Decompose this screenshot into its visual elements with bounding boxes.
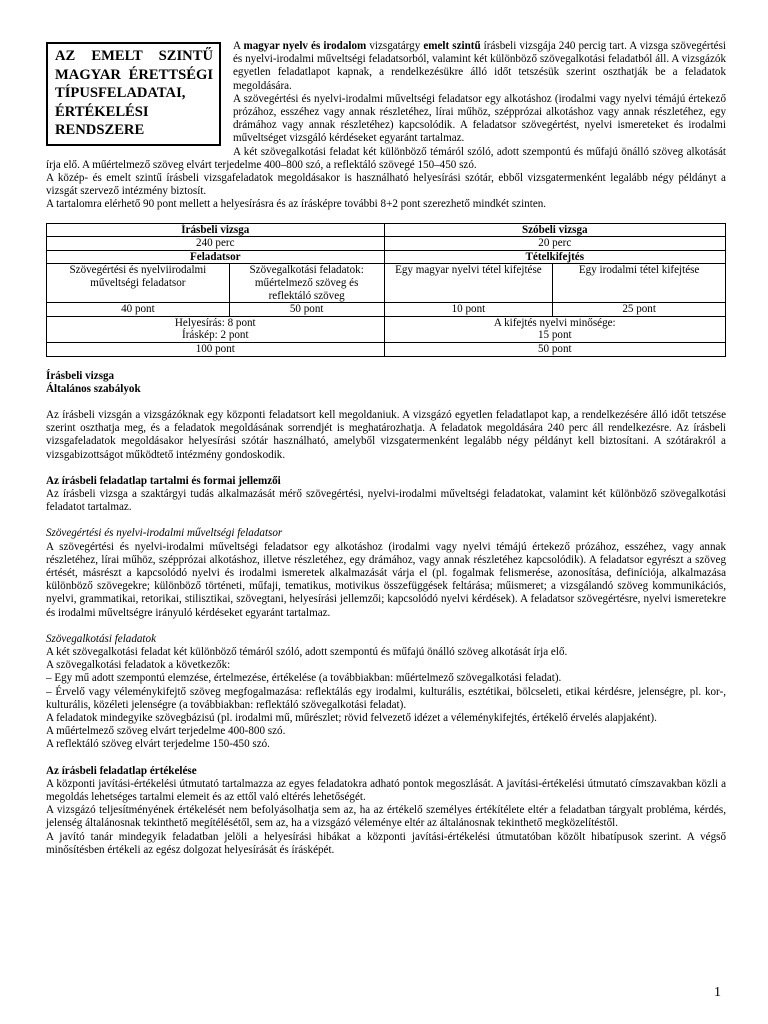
paragraph: A feladatok mindegyike szövegbázisú (pl. irodalmi mű, műrészlet; rövid felvezető idézet a véleménykifejtés, értékelő érvelés alapjaként). — [46, 712, 657, 725]
intro-paragraph-5: A tartalomra elérhető 90 pont mellett a helyesírásra és az írásképre további 8+2 pont szerezhető mindkét szinten. — [46, 198, 547, 211]
paragraph: A reflektáló szöveg elvárt terjedelme 150-450 szó. — [46, 738, 270, 751]
table-row — [47, 250, 726, 264]
table-cell — [384, 316, 725, 342]
section-heading: Az írásbeli feladatlap értékelése — [46, 764, 197, 777]
topics-header: Tételkifejtés — [384, 250, 725, 264]
section-subheading: Általános szabályok — [46, 382, 141, 395]
oral-exam-header: Szóbeli vizsga — [384, 223, 725, 237]
table-row — [47, 342, 726, 356]
table-cell: Egy magyar nyelvi tétel kifejtése — [384, 264, 553, 303]
list-item: – Érvelő vagy véleménykifejtő szöveg megfogalmazása: reflektálás egy irodalmi, kulturális, esztétikai, bölcseleti, etikai kérdésre, jelenségre, pl. kor-, kulturális, közéleti jelenségre (a továbbiakban: reflektáló szövegalkotási feladat). — [46, 685, 726, 711]
paragraph: Az írásbeli vizsga a szaktárgyi tudás alkalmazását mérő szövegértési, nyelvi-irodalmi műveltségi feladatokat, valamint két különböző szövegalkotási feladatot tartalmaz. — [46, 488, 726, 514]
section-heading: Szövegalkotási feladatok — [46, 632, 156, 645]
paragraph: A vizsgázó teljesítményének értékelését nem befolyásolhatja sem az, ha az értékelő személyes értékítélete eltér a feladatban tárgyalt probléma, kérdés, jelenség általánosnak tekinthető megítélésétől, sem az, ha a vizsgázó véleménye eltér az általánosnak tekinthető megközelítéstől. — [46, 804, 726, 830]
text: vizsgatárgy — [366, 40, 424, 52]
paragraph: A két szövegalkotási feladat két különböző témáról szóló, adott szempontú és műfajú önálló szöveg alkotását írja elő. — [46, 646, 568, 659]
table-row — [47, 237, 726, 251]
table-cell: Szövegalkotási feladatok: műértelmező szöveg és reflektáló szöveg — [229, 264, 384, 303]
section-evaluation — [46, 765, 726, 857]
paragraph: Az írásbeli vizsgán a vizsgázóknak egy központi feladatsort kell megoldaniuk. A vizsgázó egyetlen feladatlapot kap, a rendelkezésére álló időt tetszése szerint oszthatja meg, és a feladatok megoldásának sorrendjét is meghatározhatja. A feladatok megoldására 240 perc áll rendelkezésre. Az írásbeli vizsgafeladatok megoldásakor helyesírási szótár használható, amelyből vizsgatermenként legalább négy példányt kell biztosítani. A szótárakról a vizsgabizottságot működtető intézmény gondoskodik. — [46, 408, 726, 461]
table-cell — [47, 316, 385, 342]
level-name: emelt szintű — [423, 40, 481, 52]
intro-paragraph-2: A szövegértési és nyelvi-irodalmi műveltségi feladatsor egy alkotáshoz (irodalmi vagy nyelvi témájú értekező prózához, esszéhez vagy annak részletéhez, lírai műhöz, szépprózai alkotáshoz vagy annak részletéhez, egy drámához vagy annak részletéhez) kapcsolódik. A feladatsor szövegértést, nyelvi ismereteket és irodalmi műveltséget vizsgáló kérdéseket egyaránt tartalmaz. — [233, 92, 726, 145]
section-heading: Írásbeli vizsga — [46, 369, 115, 382]
section-reading-task — [46, 527, 726, 619]
written-time: 240 perc — [47, 237, 385, 251]
table-row — [47, 223, 726, 237]
text: írásbeli vizsgája 240 percig tart. A vizsga szövegértési és nyelvi-irodalmi műveltségi feladatsorból, valamint két különböző szövegalkotási feladatból áll. A vizsgázók egyetlen feladatlapot kapnak, a rendelkezésükre álló időt tetszésük szerint oszthatják be a feladatok megoldására. — [233, 40, 726, 92]
exam-overview-table — [46, 223, 726, 357]
paragraph: A műértelmező szöveg elvárt terjedelme 400-800 szó. — [46, 725, 286, 738]
section-heading: Az írásbeli feladatlap tartalmi és formai jellemzői — [46, 474, 281, 487]
section-content — [46, 475, 726, 515]
intro-paragraph-3: A két szövegalkotási feladat két különböző témáról szóló, adott szempontú és műfajú önálló szöveg alkotását írja elő. A műértelmező szöveg elvárt terjedelme 400–800 szó, a reflektáló szövegé 150–450 szó. — [46, 145, 726, 171]
text: A — [233, 40, 244, 52]
paragraph: A javító tanár mindegyik feladatban jelöli a helyesírási hibákat a központi javítási-értékelési útmutatóban közölt hibatípusok szerint. A végső minősítésben értékeli az egész dolgozat helyesírását és írásképét. — [46, 830, 726, 856]
table-row — [47, 316, 726, 342]
intro-paragraph-4: A közép- és emelt szintű írásbeli vizsgafeladatok megoldásakor is használható helyesírási szótár, ebből vizsgatermenként legalább négy példányt a vizsgát szervező intézmény biztosít. — [46, 172, 726, 198]
paragraph: A szövegalkotási feladatok a következők: — [46, 659, 231, 672]
section-writing-tasks — [46, 633, 726, 752]
table-cell: 40 pont — [47, 303, 230, 317]
title-box: AZ EMELT SZINTŰ MAGYAR ÉRETTSÉGI TÍPUSFELADATAI, ÉRTÉKELÉSI RENDSZERE — [46, 42, 221, 146]
handwriting-points: Íráskép: 2 pont — [182, 329, 249, 342]
quality-points: 15 pont — [537, 329, 572, 342]
page — [46, 40, 726, 857]
table-cell: 50 pont — [229, 303, 384, 317]
section-general — [46, 370, 726, 462]
table-row — [47, 303, 726, 317]
table-cell: 10 pont — [384, 303, 553, 317]
table-cell: Szövegértési és nyelviirodalmi műveltségi feladatsor — [47, 264, 230, 303]
paragraph: A központi javítási-értékelési útmutató tartalmazza az egyes feladatokra adható pontok megoszlását. A javítási-értékelési útmutató címszavakban közli a megoldás lehetséges tartalmi elemeit és az ettől való eltérés lehetőségét. — [46, 777, 726, 804]
table-cell: 25 pont — [553, 303, 726, 317]
table-cell: Egy irodalmi tétel kifejtése — [553, 264, 726, 303]
page-number: 1 — [714, 985, 721, 1000]
tasks-header: Feladatsor — [47, 250, 385, 264]
paragraph: A szövegértési és nyelvi-irodalmi műveltségi feladatsor egy alkotáshoz (irodalmi vagy nyelvi témájú értekező prózához, esszéhez, vagy annak részletéhez, lírai műhöz, szépprózai alkotáshoz, illetve részletéhez, egy drámához, vagy annak részletéhez kapcsolódik). A feladatsor egyrészt a szöveg értését, másrészt a kapcsolódó nyelvi és irodalmi ismeretek alkalmazását várja el (pl. fogalmak felismerése, azonosítása, definíciója, alkalmazása különböző szövegekre; különböző történeti, műfaji, tematikus, motivikus összefüggések feltárása; műismeret; a vizsgálandó szöveg kommunikációs, nyelvi, grammatikai, retorikai, stilisztikai, szövegtani, helyesírási jellemzői; kapcsolódó nyelvi kérdések). A feladatsor szövegértésre, nyelvi ismeretekre és irodalmi műveltségre irányuló kérdéseket egyaránt tartalmaz. — [46, 540, 726, 619]
quality-label: A kifejtés nyelvi minősége: — [493, 316, 616, 329]
spelling-points: Helyesírás: 8 pont — [174, 316, 256, 329]
list-item: – Egy mű adott szempontú elemzése, értelmezése, értékelése (a továbbiakban: műértelmező szövegalkotási feladat). — [46, 672, 562, 685]
oral-time: 20 perc — [384, 237, 725, 251]
written-exam-header: Írásbeli vizsga — [47, 223, 385, 237]
subject-name: magyar nyelv és irodalom — [243, 40, 367, 52]
oral-total: 50 pont — [384, 342, 725, 356]
written-total: 100 pont — [47, 342, 385, 356]
table-row — [47, 264, 726, 303]
section-heading: Szövegértési és nyelvi-irodalmi műveltségi feladatsor — [46, 527, 283, 540]
